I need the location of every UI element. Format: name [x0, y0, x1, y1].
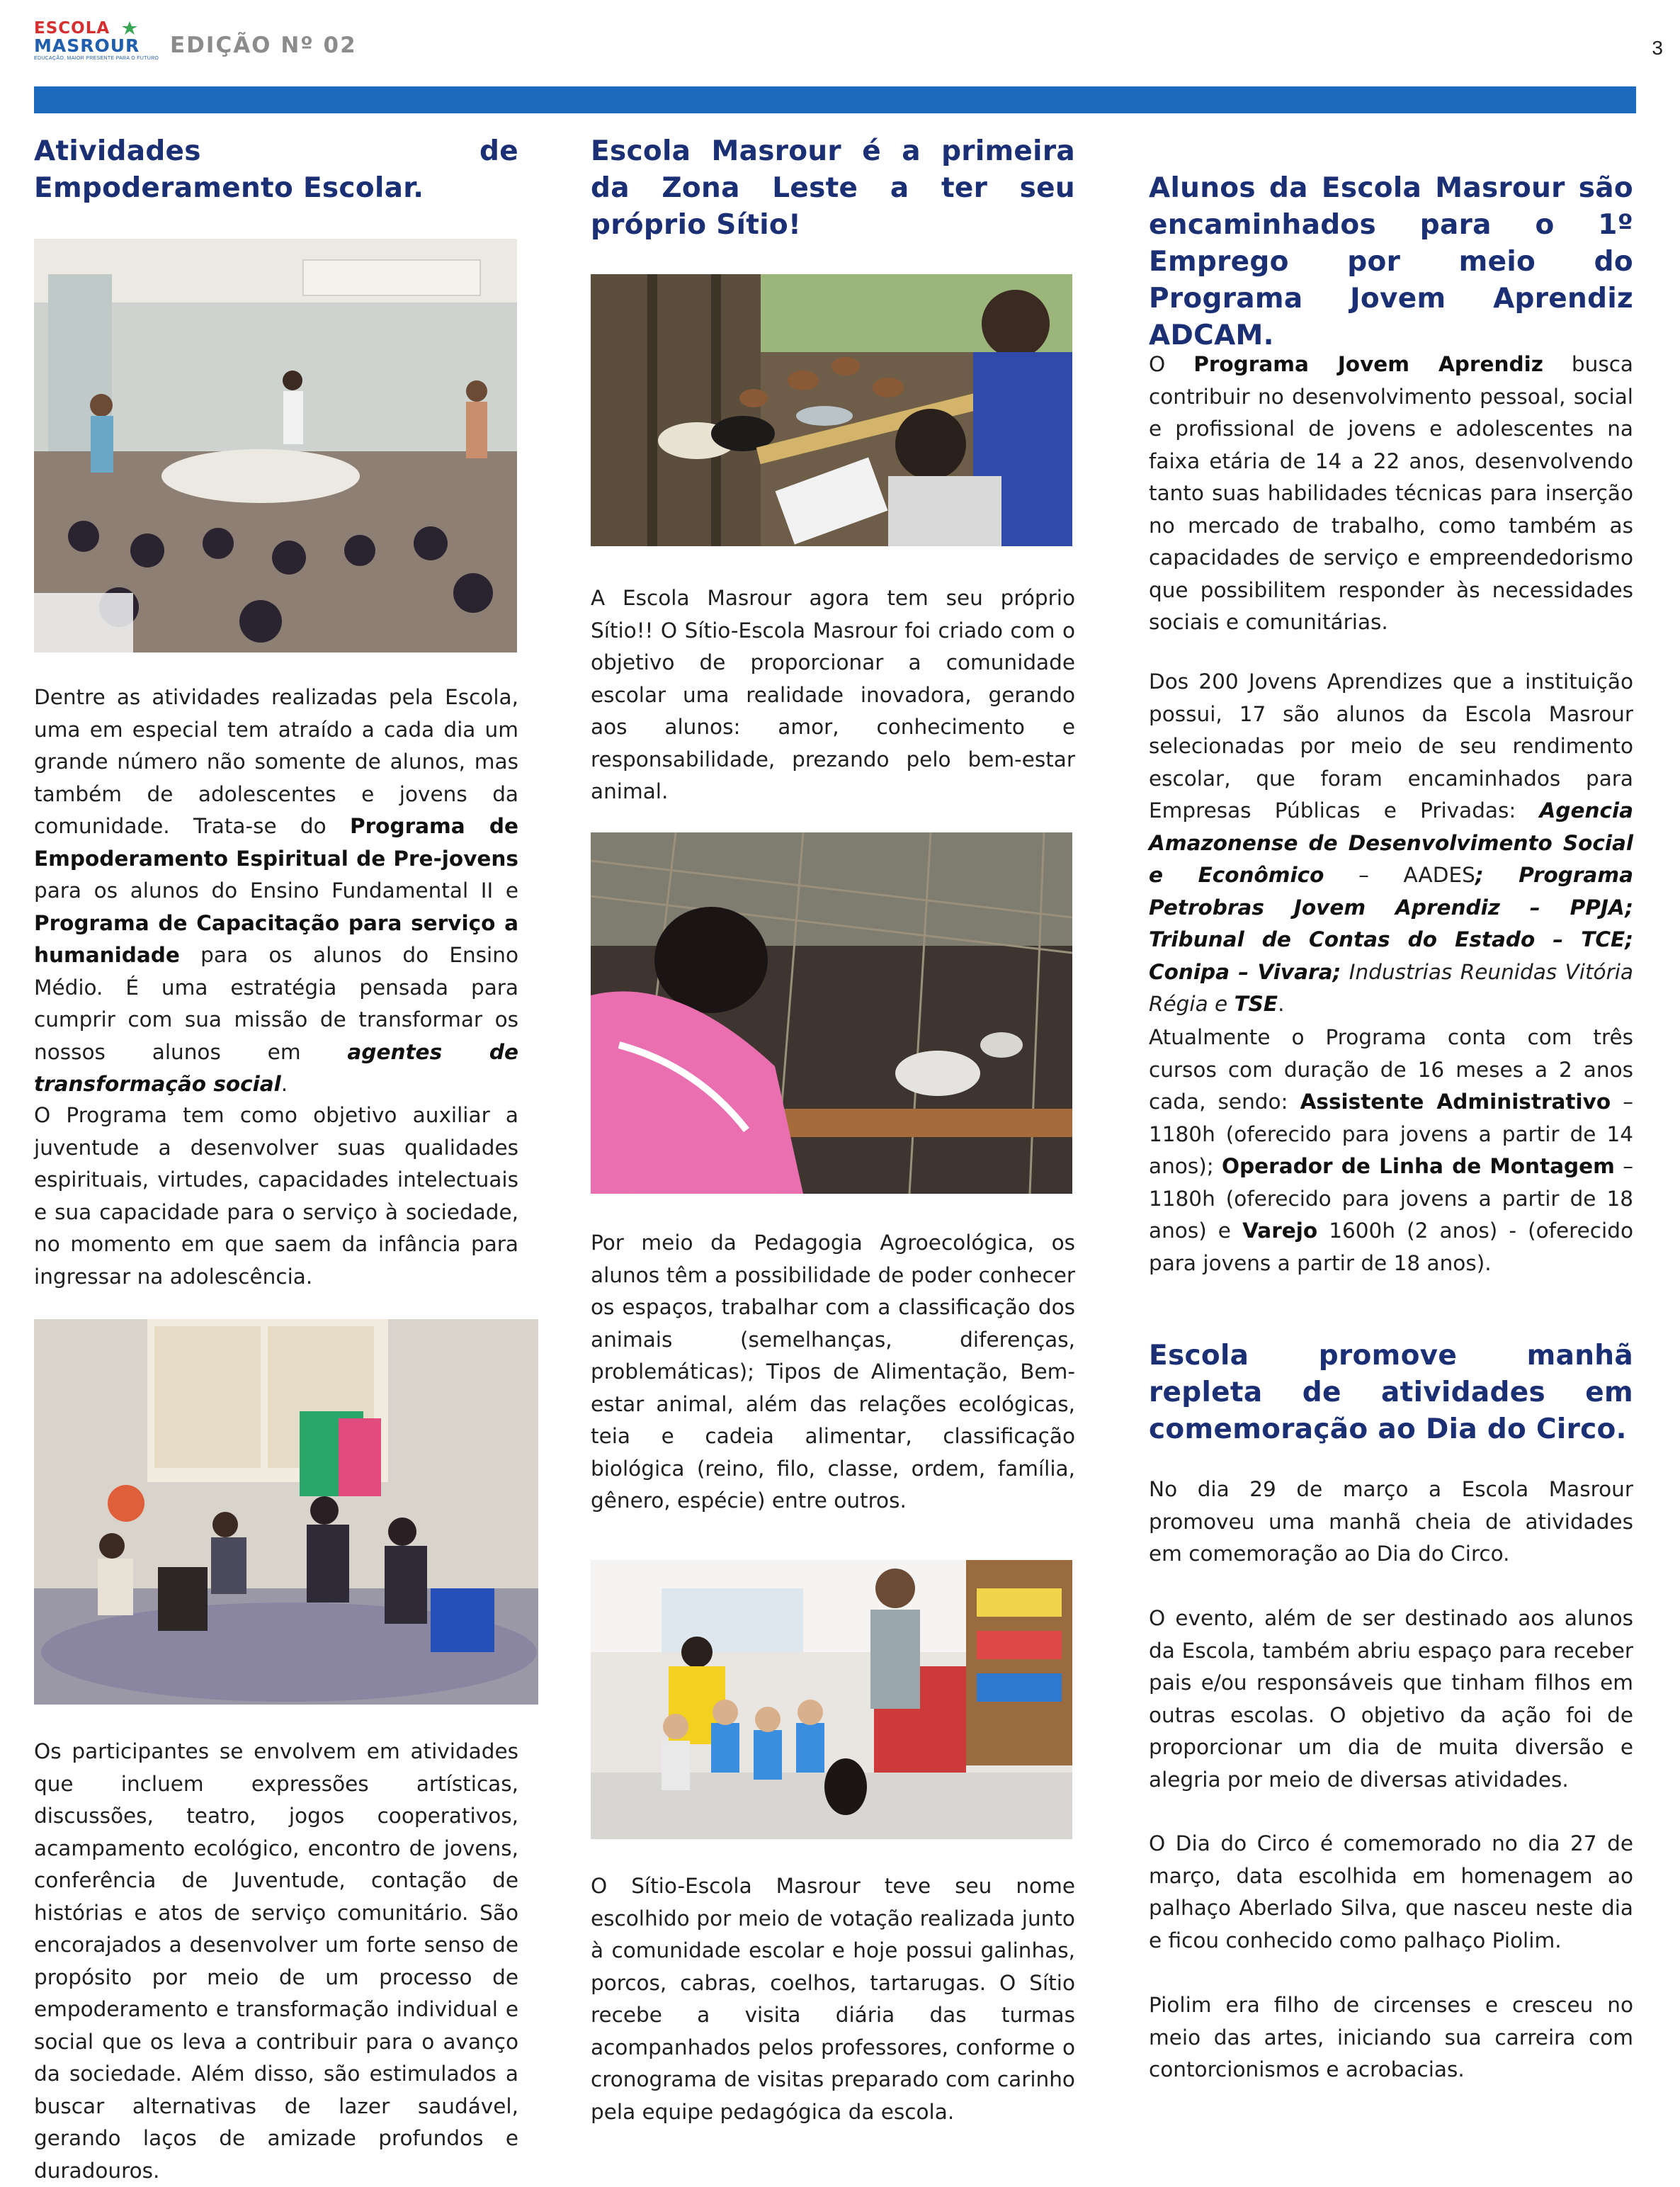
col1-paragraph-1: Dentre as atividades realizadas pela Escola, uma em especial tem atraído a cada dia um grande número não somente de alunos, mas também de adolescentes e jovens da comunidade. Trata-se do Programa de Empoderamento Espiritual de Pre-jovens para os alunos do Ensino Fundamental II e Programa de Capacitação para serviço a humanidade para os alunos do Ensino Médio. É uma estratégia pensada para cumprir com sua missão de transformar os nossos alunos em agentes de transformação social. [34, 685, 518, 1096]
headline-empoderamento: Atividades de Empoderamento Escolar. [34, 135, 518, 204]
photo-circus-day-children [591, 1560, 1072, 1839]
col1-paragraph-2: O Programa tem como objetivo auxiliar a juventude a desenvolver suas qualidades espirituais, virtudes, capacidades intelectuais e sua capacidade para o serviço à sociedade, no momento em que saem da infância para ingressar na adolescência. [34, 1103, 518, 1289]
col3-paragraph-6: O Dia do Circo é comemorado no dia 27 de março, data escolhida em homenagem ao palhaço Aberlado Silva, que nasceu neste dia e ficou conhecido como palhaço Piolim. [1149, 1831, 1633, 1953]
edition-label: EDIÇÃO Nº 02 [170, 33, 357, 58]
header-rule [34, 86, 1636, 113]
col1-paragraph-3: Os participantes se envolvem em atividades que incluem expressões artísticas, discussões, teatro, jogos cooperativos, acampamento ecológico, encontro de jovens, conferência de Juventude, contação de histórias e atos de serviço comunitário. São encorajados a desenvolver um forte senso de propósito por meio de um processo de empoderamento e transformação individual e social que os leva a contribuir para o avanço da sociedade. Além disso, são estimulados a buscar alternativas de lazer saudável, gerando laços de amizade profundos e duradouros. [34, 1739, 518, 2183]
photo-rabbit-enclosure [591, 832, 1072, 1194]
col3-paragraph-3: Atualmente o Programa conta com três cursos com duração de 16 meses a 2 anos cada, sendo: Assistente Administrativo – 1180h (oferecido para jovens a partir de 14 anos); Operador de Linha de Montagem – 1180h (oferecido para jovens a partir de 18 anos) e Varejo 1600h (2 anos) - (oferecido para jovens a partir de 18 anos). [1149, 1025, 1633, 1275]
headline-sitio: Escola Masrour é a primeira da Zona Leste a ter seu próprio Sítio! [591, 135, 1075, 241]
photo-group-activity [34, 1319, 538, 1705]
headline-jovem-aprendiz: Alunos da Escola Masrour são encaminhados para o 1º Emprego por meio do Programa Jovem Aprendiz ADCAM. [1149, 172, 1633, 351]
col3-paragraph-5: O evento, além de ser destinado aos alunos da Escola, também abriu espaço para receber pais e/ou responsáveis que tinham filhos em outras escolas. O objetivo da ação foi de proporcionar um dia de muita diversão e alegria por meio de diversas atividades. [1149, 1606, 1633, 1792]
col3-paragraph-4: No dia 29 de março a Escola Masrour promoveu uma manhã cheia de atividades em comemoração ao Dia do Circo. [1149, 1477, 1633, 1566]
col2-paragraph-3: O Sítio-Escola Masrour teve seu nome escolhido por meio de votação realizada junto à comunidade escolar e hoje possui galinhas, porcos, cabras, coelhos, tartarugas. O Sítio recebe a visita diária das turmas acompanhados pelos professores, conforme o cronograma de visitas preparado com carinho pela equipe pedagógica da escola. [591, 1874, 1075, 2124]
headline-dia-do-circo: Escola promove manhã repleta de atividades em comemoração ao Dia do Circo. [1149, 1340, 1633, 1445]
logo-tagline: EDUCAÇÃO, MAIOR PRESENTE PARA O FUTURO [34, 56, 159, 61]
photo-classroom-circle [34, 239, 517, 652]
logo-line2: MASROUR [34, 35, 140, 56]
col3-paragraph-1: O Programa Jovem Aprendiz busca contribuir no desenvolvimento pessoal, social e profissional de jovens e adolescentes na faixa etária de 14 a 22 anos, desenvolvendo tanto suas habilidades técnicas para inserção no mercado de trabalho, como também as capacidades de serviço e empreendedorismo que possibilitem responder às necessidades sociais e comunitárias. [1149, 352, 1633, 634]
col2-paragraph-2: Por meio da Pedagogia Agroecológica, os alunos têm a possibilidade de poder conhecer os espaços, trabalhar com a classificação dos animais (semelhanças, diferenças, problemáticas); Tipos de Alimentação, Bem-estar animal, além das relações ecológicas, teia e cadeia alimentar, classificação biológica (reino, filo, classe, ordem, família, gênero, espécie) entre outros. [591, 1231, 1075, 1513]
photo-farm-animals [591, 274, 1072, 546]
logo-emblem-icon [120, 20, 139, 37]
col3-paragraph-7: Piolim era filho de circenses e cresceu no meio das artes, iniciando sua carreira com contorcionismos e acrobacias. [1149, 1993, 1633, 2081]
page-number: 3 [1652, 37, 1663, 59]
school-logo [34, 19, 159, 62]
col3-paragraph-2: Dos 200 Jovens Aprendizes que a instituição possui, 17 são alunos da Escola Masrour selecionadas por meio de seu rendimento escolar, que foram encaminhados para Empresas Públicas e Privadas: Agencia Amazonense de Desenvolvimento Social e Econômico – AADES; Programa Petrobras Jovem Aprendiz – PPJA; Tribunal de Contas do Estado – TCE; Conipa – Vivara; Industrias Reunidas Vitória Régia e TSE. [1149, 669, 1633, 1016]
logo-line1: ESCOLA [34, 19, 110, 38]
col2-paragraph-1: A Escola Masrour agora tem seu próprio Sítio!! O Sítio-Escola Masrour foi criado com o objetivo de proporcionar a comunidade escolar uma realidade inovadora, gerando aos alunos: amor, conhecimento e responsabilidade, prezando pelo bem-estar animal. [591, 586, 1075, 803]
